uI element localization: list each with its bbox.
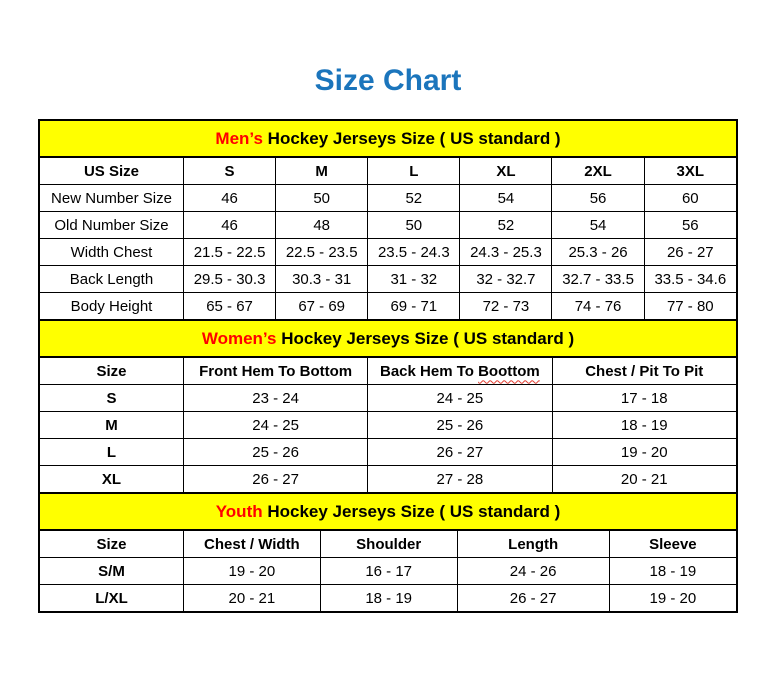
size-value: 65 - 67	[183, 293, 275, 321]
size-value: 17 - 18	[552, 385, 737, 412]
row-label: Old Number Size	[39, 212, 183, 239]
table-row	[39, 239, 737, 266]
column-header: Length	[457, 530, 609, 558]
size-value: 52	[368, 185, 460, 212]
row-label: Body Height	[39, 293, 183, 321]
row-label: S/M	[39, 558, 183, 585]
column-header: 2XL	[552, 157, 644, 185]
size-value: 18 - 19	[320, 585, 457, 613]
column-header: M	[276, 157, 368, 185]
size-value: 33.5 - 34.6	[644, 266, 737, 293]
column-header: XL	[460, 157, 552, 185]
table-row	[39, 212, 737, 239]
size-value: 54	[460, 185, 552, 212]
size-value: 25 - 26	[183, 439, 367, 466]
size-value: 24 - 26	[457, 558, 609, 585]
size-value: 26 - 27	[644, 239, 737, 266]
row-label: M	[39, 412, 183, 439]
section-title-highlight: Women’s	[201, 329, 277, 348]
size-value: 54	[552, 212, 644, 239]
row-label: S	[39, 385, 183, 412]
column-header: Chest / Pit To Pit	[552, 357, 737, 385]
row-label: Back Length	[39, 266, 183, 293]
column-header-row	[39, 530, 737, 558]
size-value: 60	[644, 185, 737, 212]
size-value: 26 - 27	[183, 466, 367, 494]
table-row	[39, 385, 737, 412]
size-value: 46	[183, 212, 275, 239]
size-value: 32.7 - 33.5	[552, 266, 644, 293]
size-value: 18 - 19	[552, 412, 737, 439]
womens-size-table	[38, 356, 738, 494]
row-label: L	[39, 439, 183, 466]
misspelled-word: Boottom	[478, 362, 540, 380]
column-header: US Size	[39, 157, 183, 185]
section-title-highlight: Youth	[215, 502, 263, 521]
column-header: Sleeve	[609, 530, 737, 558]
size-value: 67 - 69	[276, 293, 368, 321]
column-header	[368, 357, 552, 385]
size-value: 24.3 - 25.3	[460, 239, 552, 266]
row-label: L/XL	[39, 585, 183, 613]
size-value: 56	[644, 212, 737, 239]
size-value: 19 - 20	[183, 558, 320, 585]
column-header: S	[183, 157, 275, 185]
size-value: 26 - 27	[457, 585, 609, 613]
page-title: Size Chart	[314, 64, 462, 97]
size-value: 32 - 32.7	[460, 266, 552, 293]
mens-size-table	[38, 156, 738, 321]
row-label: XL	[39, 466, 183, 494]
row-label: Width Chest	[39, 239, 183, 266]
size-value: 26 - 27	[368, 439, 552, 466]
size-value: 23.5 - 24.3	[368, 239, 460, 266]
section-title-text: Hockey Jerseys Size ( US standard )	[262, 502, 561, 521]
size-value: 20 - 21	[552, 466, 737, 494]
table-row	[39, 185, 737, 212]
size-value: 74 - 76	[552, 293, 644, 321]
table-row	[39, 466, 737, 494]
size-value: 24 - 25	[183, 412, 367, 439]
table-row	[39, 439, 737, 466]
table-row	[39, 266, 737, 293]
column-header-row	[39, 157, 737, 185]
column-header: Chest / Width	[183, 530, 320, 558]
youth-size-table	[38, 529, 738, 613]
column-header: L	[368, 157, 460, 185]
size-value: 52	[460, 212, 552, 239]
size-value: 30.3 - 31	[276, 266, 368, 293]
size-value: 72 - 73	[460, 293, 552, 321]
size-value: 29.5 - 30.3	[183, 266, 275, 293]
section-title-highlight: Men’s	[215, 129, 263, 148]
size-value: 25 - 26	[368, 412, 552, 439]
size-value: 19 - 20	[552, 439, 737, 466]
size-value: 16 - 17	[320, 558, 457, 585]
size-value: 18 - 19	[609, 558, 737, 585]
size-value: 20 - 21	[183, 585, 320, 613]
column-header-text: Back Hem To	[380, 362, 479, 380]
size-value: 48	[276, 212, 368, 239]
table-row	[39, 293, 737, 321]
size-value: 77 - 80	[644, 293, 737, 321]
mens-section-band	[38, 119, 738, 158]
section-title-text: Hockey Jerseys Size ( US standard )	[276, 329, 575, 348]
size-value: 19 - 20	[609, 585, 737, 613]
table-row	[39, 585, 737, 613]
size-value: 31 - 32	[368, 266, 460, 293]
size-value: 25.3 - 26	[552, 239, 644, 266]
size-value: 46	[183, 185, 275, 212]
youth-section-band	[38, 492, 738, 531]
row-label: New Number Size	[39, 185, 183, 212]
size-chart-tables	[38, 119, 738, 613]
size-value: 69 - 71	[368, 293, 460, 321]
size-value: 22.5 - 23.5	[276, 239, 368, 266]
column-header-row	[39, 357, 737, 385]
size-value: 50	[276, 185, 368, 212]
table-row	[39, 412, 737, 439]
column-header: Front Hem To Bottom	[183, 357, 367, 385]
size-value: 23 - 24	[183, 385, 367, 412]
size-value: 27 - 28	[368, 466, 552, 494]
size-value: 21.5 - 22.5	[183, 239, 275, 266]
column-header: 3XL	[644, 157, 737, 185]
column-header: Size	[39, 357, 183, 385]
size-value: 56	[552, 185, 644, 212]
column-header: Size	[39, 530, 183, 558]
section-title-text: Hockey Jerseys Size ( US standard )	[262, 129, 561, 148]
womens-section-band	[38, 319, 738, 358]
size-value: 24 - 25	[368, 385, 552, 412]
column-header: Shoulder	[320, 530, 457, 558]
size-value: 50	[368, 212, 460, 239]
table-row	[39, 558, 737, 585]
